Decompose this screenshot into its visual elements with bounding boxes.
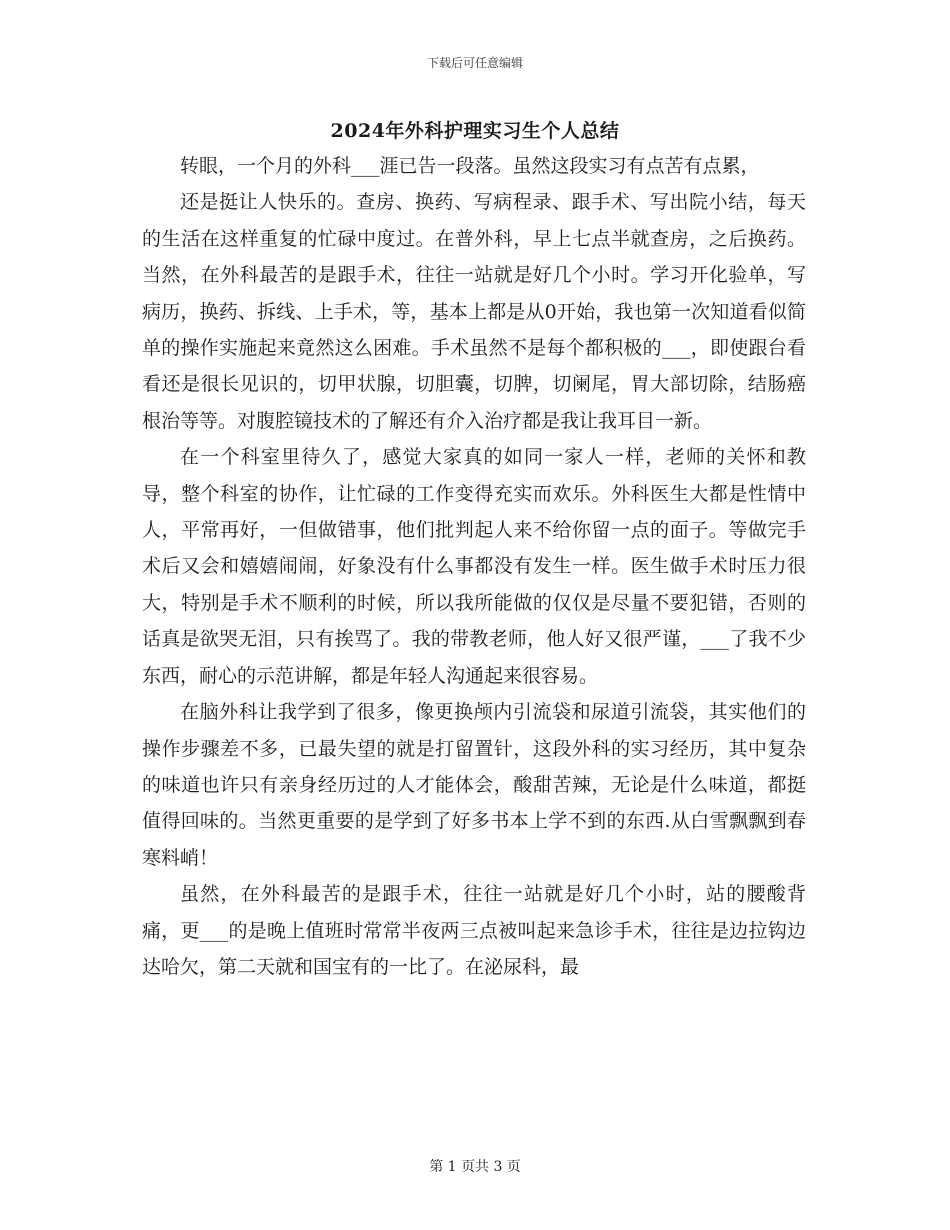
paragraph-1: 转眼，一个月的外科___涯已告一段落。虽然这段实习有点苦有点累， — [180, 155, 760, 177]
document-body — [142, 148, 806, 985]
page-header: 下载后可任意编辑 — [426, 56, 523, 70]
paragraph-3: 在一个科室里待久了，感觉大家真的如同一家人一样，老师的关怀和教导，整个科室的协作，让忙碌的工作变得充实而欢乐。外科医生大都是性情中人，平常再好，一但做错事，他们批判起人来不给你留一点的面子。等做完手术后又会和嬉嬉闹闹，好象没有什么事都没有发生一样。医生做手术时压力很大，特别是手术不顺利的时候，所以我所能做的仅仅是尽量不要犯错，否则的话真是欲哭无泪，只有挨骂了。我的带教老师，他人好又很严谨，___了我不少东西，耐心的示范讲解，都是年轻人沟通起来很容易。 — [142, 446, 806, 687]
document-title: 2024年外科护理实习生个人总结 — [330, 120, 620, 142]
paragraph-5: 虽然，在外科最苦的是跟手术，往往一站就是好几个小时，站的腰酸背痛，更___的是晚上值班时常常半夜两三点被叫起来急诊手术，往往是边拉钩边达哈欠，第二天就和国宝有的一比了。在泌尿科，最 — [142, 883, 806, 978]
page-footer: 第 1 页共 3 页 — [429, 1159, 521, 1175]
paragraph-4: 在脑外科让我学到了很多，像更换颅内引流袋和尿道引流袋，其实他们的操作步骤差不多，已最失望的就是打留置针，这段外科的实习经历，其中复杂的味道也许只有亲身经历过的人才能体会，酸甜苦辣，无论是什么味道，都挺值得回味的。当然更重要的是学到了好多书本上学不到的东西.从白雪飘飘到春寒料峭！ — [142, 701, 806, 869]
paragraph-2: 还是挺让人快乐的。查房、换药、写病程录、跟手术、写出院小结，每天的生活在这样重复的忙碌中度过。在普外科，早上七点半就查房，之后换药。当然，在外科最苦的是跟手术，往往一站就是好几个小时。学习开化验单，写病历，换药、拆线、上手术，等，基本上都是从0开始，我也第一次知道看似简单的操作实施起来竟然这么困难。手术虽然不是每个都积极的___，即使跟台看看还是很长见识的，切甲状腺，切胆囊，切脾，切阑尾，胃大部切除，结肠癌根治等等。对腹腔镜技术的了解还有介入治疗都是我让我耳目一新。 — [142, 191, 806, 432]
